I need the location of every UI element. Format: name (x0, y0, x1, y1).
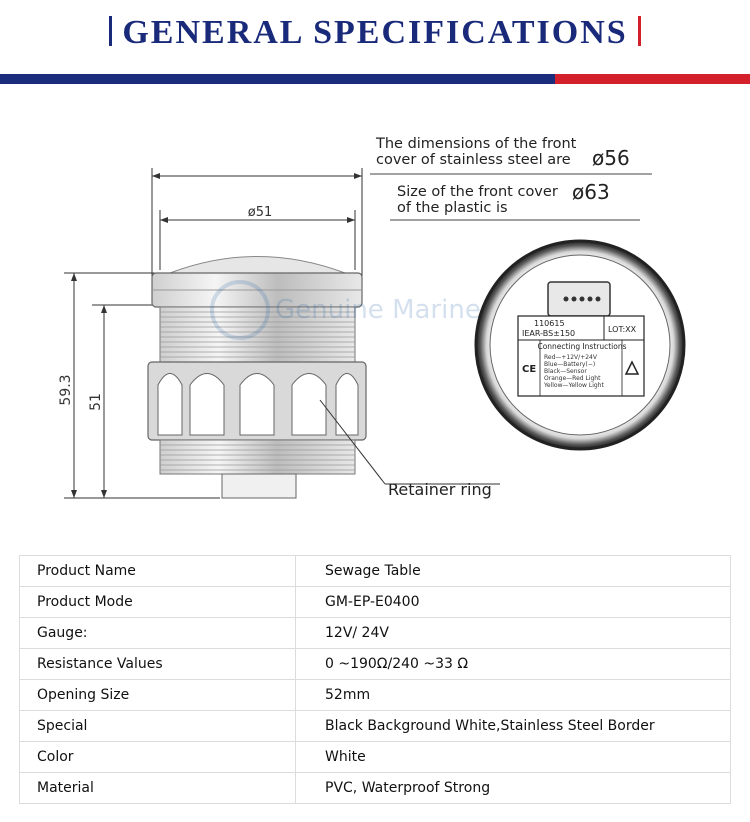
table-row (20, 587, 731, 618)
plastic-cover-note-text: Size of the front cover of the plastic is (397, 184, 558, 216)
header-stripe-red (555, 74, 750, 84)
header-stripe-blue (0, 74, 555, 84)
plastic-cover-note (397, 184, 569, 216)
label-wiring-3: Orange—Red Light (544, 375, 601, 382)
spec-label: Opening Size (20, 680, 296, 711)
title-row (0, 14, 750, 52)
label-wiring-1: Blue—Battery(−) (544, 361, 596, 368)
spec-label: Gauge: (20, 618, 296, 649)
dim-height-total-label: 59.3 (58, 374, 74, 406)
page-title: GENERAL SPECIFICATIONS (122, 14, 628, 51)
spec-label: Product Mode (20, 587, 296, 618)
spec-label: Color (20, 742, 296, 773)
table-row (20, 680, 731, 711)
label-code: 110615 (534, 319, 565, 328)
spec-value: 12V/ 24V (296, 618, 731, 649)
spec-value: 52mm (296, 680, 731, 711)
title-bar-right (638, 16, 641, 46)
spec-label: Resistance Values (20, 649, 296, 680)
label-wiring-4: Yellow—Yellow Light (544, 382, 604, 389)
dim-height-body-label: 51 (88, 393, 104, 411)
dim-inner-label: ø51 (247, 205, 273, 220)
front-cover-value: ø56 (592, 146, 630, 170)
title-bar-left (109, 16, 112, 46)
spec-value: PVC, Waterproof Strong (296, 773, 731, 804)
label-wiring-2: Black—Sensor (544, 368, 587, 375)
spec-value: Black Background White,Stainless Steel Border (296, 711, 731, 742)
spec-table (19, 555, 731, 804)
retainer-ring-label: Retainer ring (388, 480, 492, 499)
table-row (20, 711, 731, 742)
dimension-diagram (0, 100, 750, 540)
front-cover-note (376, 136, 588, 168)
spec-label: Material (20, 773, 296, 804)
spec-label: Product Name (20, 556, 296, 587)
spec-value: White (296, 742, 731, 773)
plastic-cover-value: ø63 (572, 180, 610, 204)
label-instructions-title: Connecting Instructions (537, 342, 627, 351)
watermark-text: Genuine Marine (275, 295, 481, 325)
table-row (20, 773, 731, 804)
label-wiring-0: Red—+12V/+24V (544, 354, 597, 361)
ce-mark: CE (522, 364, 537, 375)
table-row (20, 556, 731, 587)
page-header (0, 0, 750, 84)
label-model: IEAR-BS±150 (522, 329, 576, 338)
front-cover-note-text: The dimensions of the front cover of stainless steel are (376, 136, 577, 168)
spec-label: Special (20, 711, 296, 742)
gauge-drawing (0, 100, 750, 540)
table-row (20, 649, 731, 680)
spec-value: 0 ~190Ω/240 ~33 Ω (296, 649, 731, 680)
table-row (20, 742, 731, 773)
label-lot: LOT:XX (608, 325, 637, 334)
spec-value: GM-EP-E0400 (296, 587, 731, 618)
spec-value: Sewage Table (296, 556, 731, 587)
table-row (20, 618, 731, 649)
